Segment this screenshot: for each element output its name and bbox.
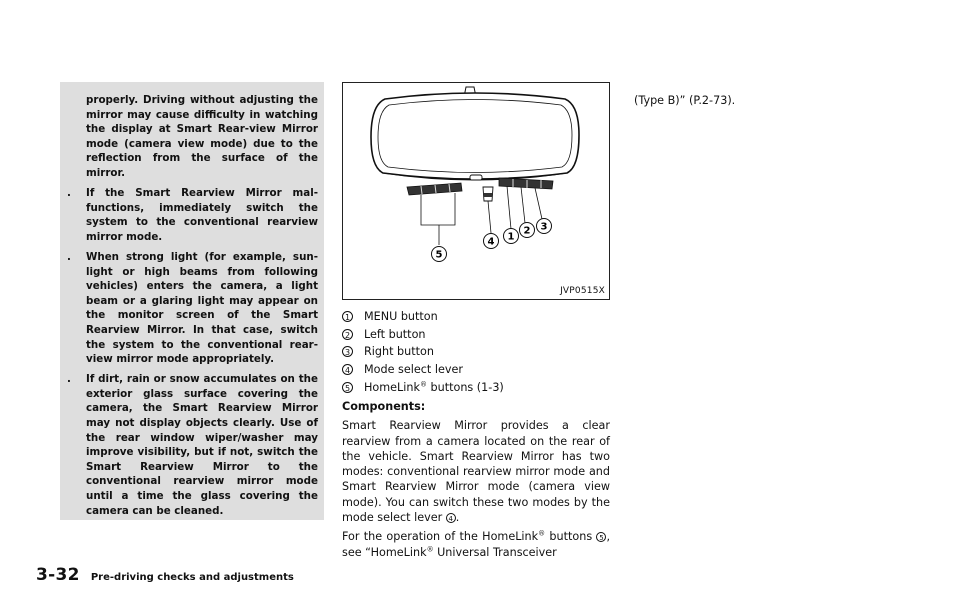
svg-text:4: 4 xyxy=(487,236,495,248)
warning-bullet xyxy=(66,186,318,244)
legend-text: Right button xyxy=(364,345,434,359)
callout-4 xyxy=(484,234,499,249)
rearview-mirror-illustration xyxy=(343,83,609,299)
legend-number-2: 2 xyxy=(342,329,353,340)
section-title: Pre-driving checks and adjustments xyxy=(90,572,294,583)
ref-number-5: 5 xyxy=(596,532,606,542)
warning-bullet-text: If dirt, rain or snow accumulates on the exterior glass surface covering the camera, the Smart Rearview Mirror may not display objects clearly. Use of the rear window wiper/washer may improve visibility, but if not, switch the Smart Rearview Mirror to the conventional rearview mirror mode until a time the glass covering the camera can be cleaned. xyxy=(86,373,318,517)
legend-item xyxy=(342,343,610,361)
warning-column xyxy=(66,93,318,524)
callout-2 xyxy=(520,223,535,238)
ref-number-4: 4 xyxy=(446,513,456,523)
legend-number-5: 5 xyxy=(342,382,353,393)
legend-number-3: 3 xyxy=(342,346,353,357)
bullet-mark: . xyxy=(67,187,71,200)
legend-number-1: 1 xyxy=(342,311,353,322)
legend-item xyxy=(342,361,610,379)
legend-text: HomeLink® buttons (1-3) xyxy=(364,379,504,394)
callout-1 xyxy=(504,229,519,244)
svg-text:5: 5 xyxy=(435,249,443,261)
bullet-mark: . xyxy=(67,373,71,386)
legend-text: Left button xyxy=(364,327,426,341)
figure-code: JVP0515X xyxy=(560,286,605,296)
legend-column xyxy=(342,308,610,560)
svg-text:1: 1 xyxy=(507,231,515,243)
warning-bullet-text: If the Smart Rearview Mirror mal-functions, immediately switch the system to the conventional rearview mirror mode. xyxy=(86,187,318,243)
legend-item xyxy=(342,378,610,396)
right-column-text: (Type B)” (P.2-73). xyxy=(634,94,736,107)
components-paragraph: Smart Rearview Mirror provides a clear rearview from a camera located on the rear of the vehicle. Smart Rearview Mirror has two modes: conventional rearview mirror mode and Smart Rearview Mirror mode (camera view mode). You can switch these two modes by the mode select lever 4 . xyxy=(342,419,610,525)
legend-item xyxy=(342,308,610,326)
legend-item xyxy=(342,326,610,344)
components-heading: Components: xyxy=(342,399,426,413)
legend-text: Mode select lever xyxy=(364,362,463,376)
bullet-mark: . xyxy=(67,250,71,263)
warning-continued-text: properly. Driving without adjusting the mirror may cause difficulty in watching the display at Smart Rear-view Mirror mode (camera view mode) due to the reflection from the surface of the mirror. xyxy=(86,94,318,179)
page-number: 3-32 xyxy=(36,565,80,585)
warning-bullet-text: When strong light (for example, sun-light or high beams from following vehicles) enters the camera, a light beam or a glaring light may appear on the monitor screen of the Smart Rearview Mirror. In that case, switch the system to the conventional rear-view mirror mode appropriately. xyxy=(86,250,318,366)
svg-text:3: 3 xyxy=(540,221,548,233)
warning-bullet xyxy=(66,250,318,367)
legend-text: MENU button xyxy=(364,310,438,324)
callout-5 xyxy=(432,247,447,262)
mirror-figure xyxy=(342,82,610,300)
homelink-paragraph: For the operation of the HomeLink® buttons 5 , see “HomeLink® Universal Transceiver xyxy=(342,529,611,559)
svg-text:2: 2 xyxy=(523,225,531,237)
legend-number-4: 4 xyxy=(342,364,353,375)
page-footer xyxy=(36,565,294,585)
warning-bullet xyxy=(66,372,318,518)
callout-3 xyxy=(537,219,552,234)
